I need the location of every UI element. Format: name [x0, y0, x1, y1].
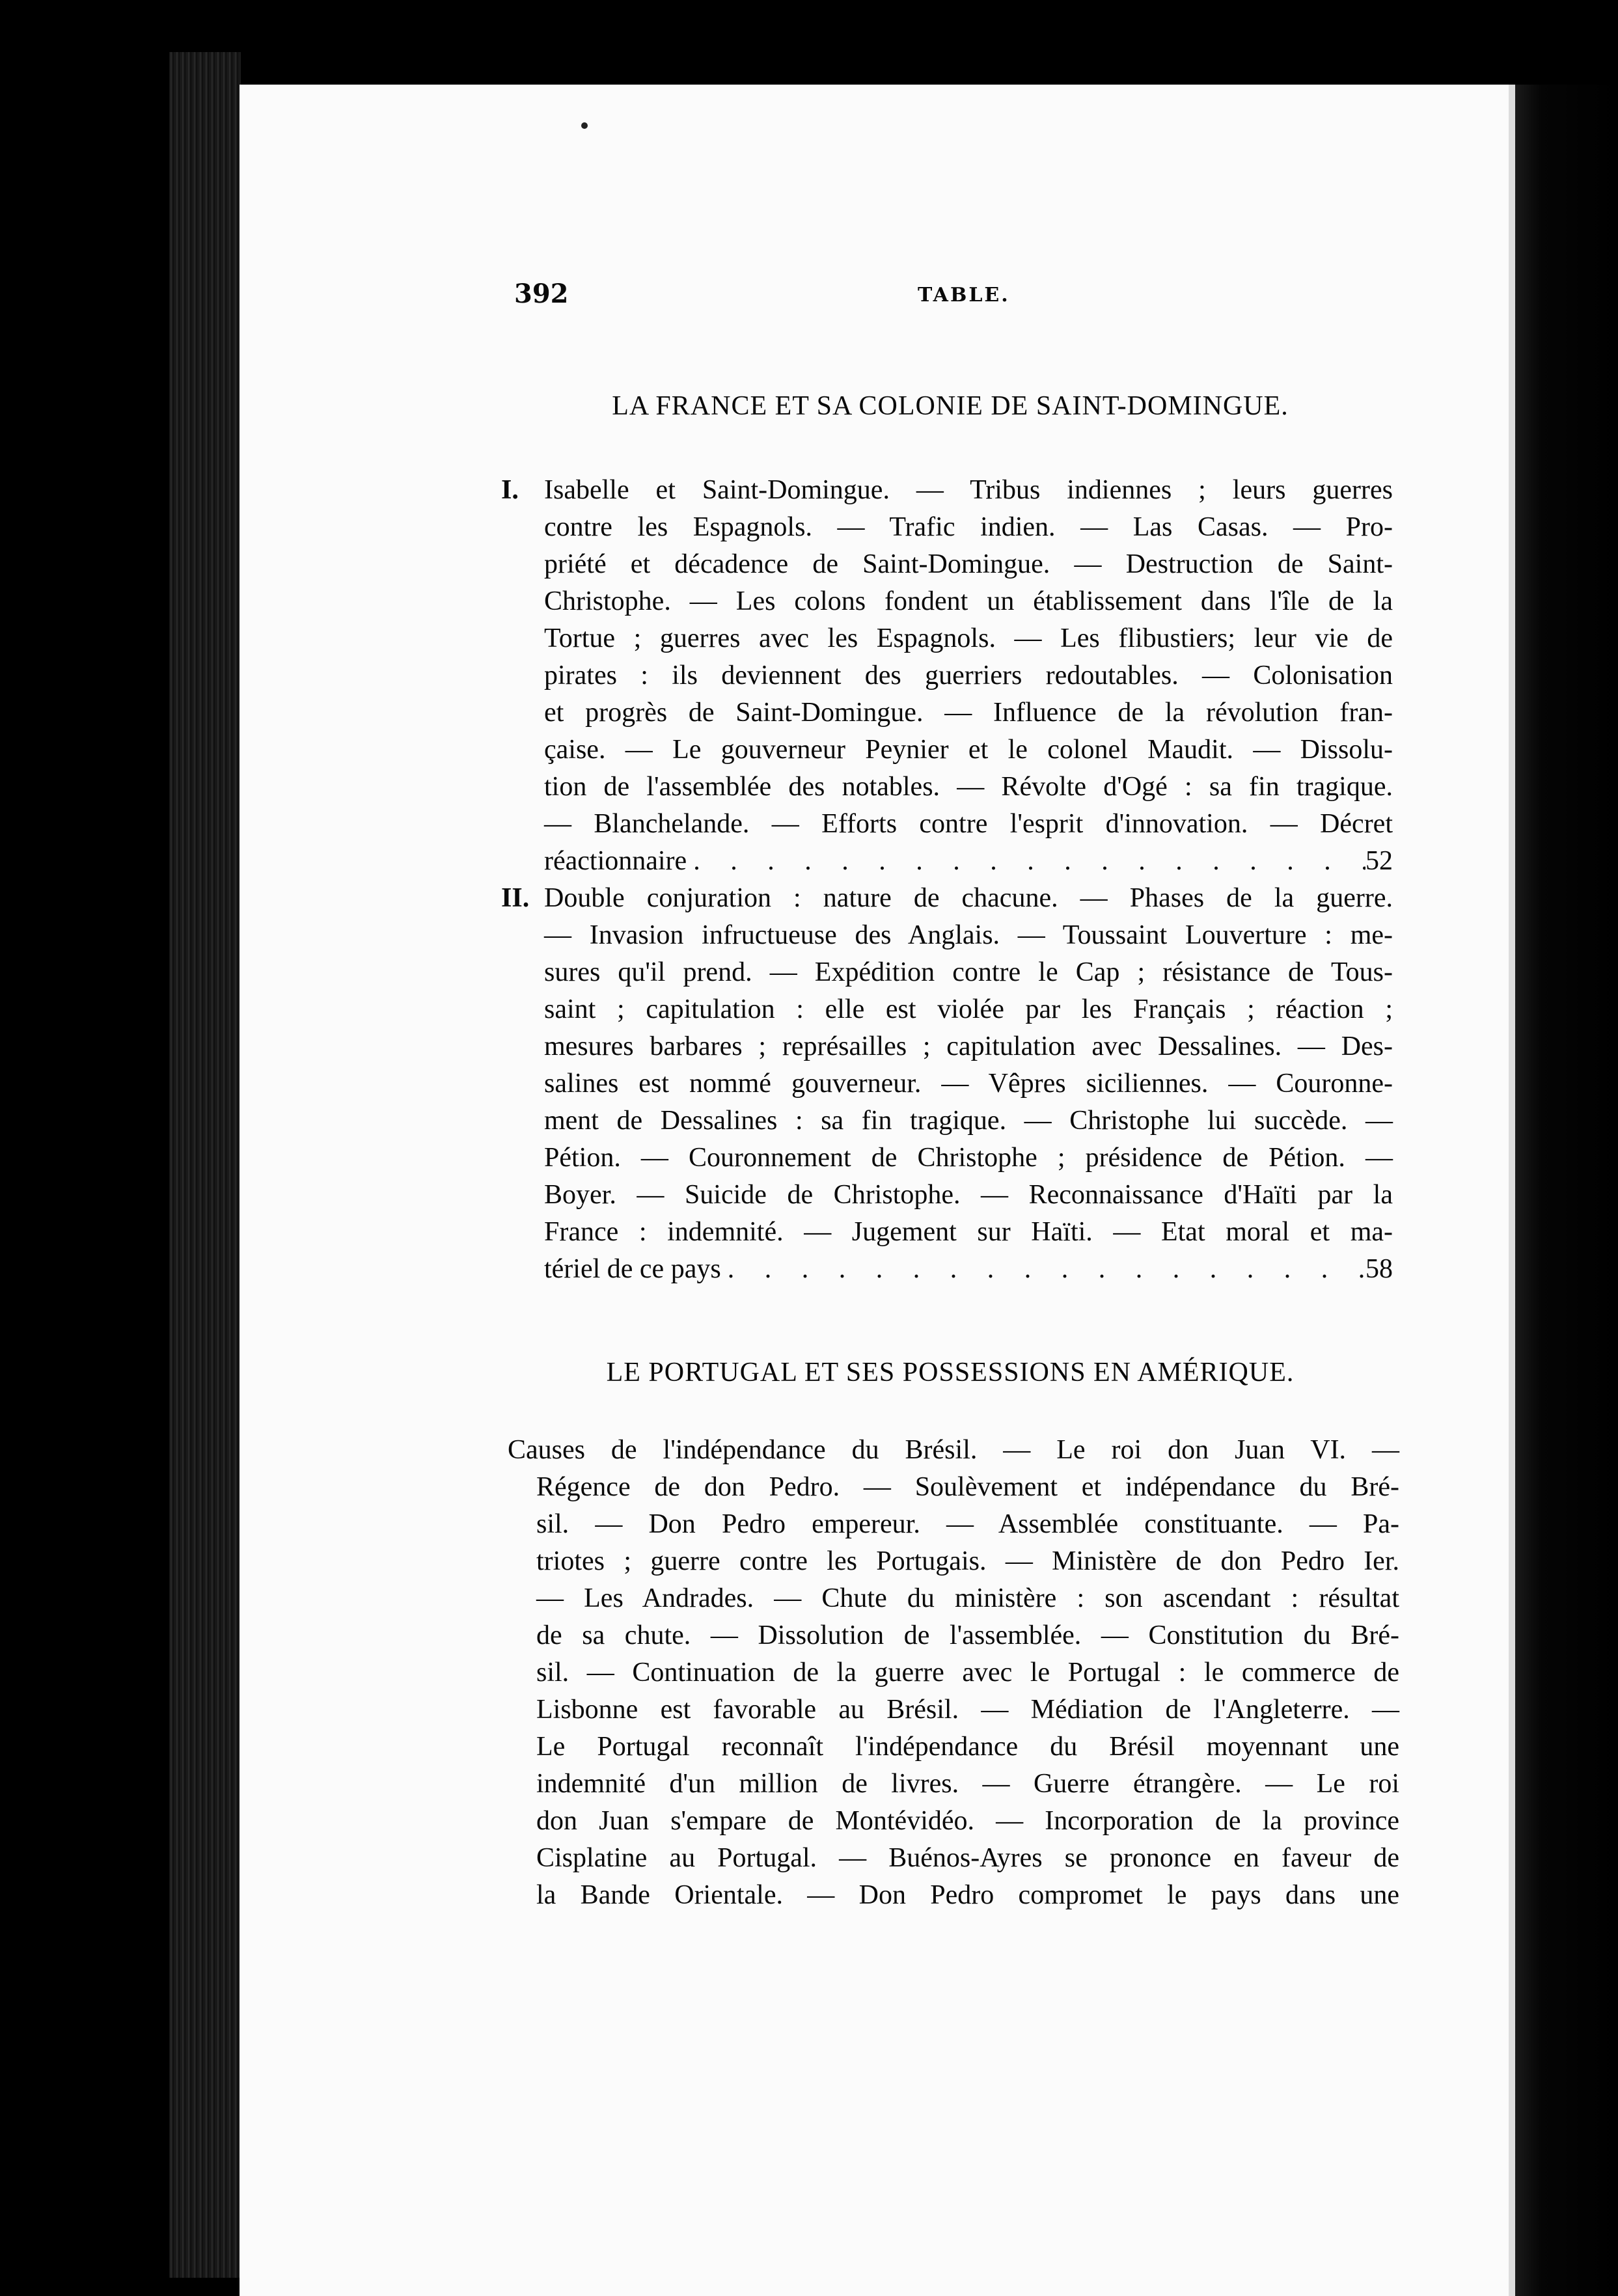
entry-line-text: Double conjuration : nature de chacune. — Phases de la guerre.	[544, 883, 1393, 913]
entry-line	[501, 880, 1393, 917]
page-number: 392	[514, 279, 569, 309]
paragraph-line: sil. — Continuation de la guerre avec le Portugal : le commerce de	[536, 1658, 1399, 1688]
toc-entry-II	[501, 880, 1393, 1288]
entry-final-line	[501, 1251, 1393, 1288]
entry-line: — Blanchelande. — Efforts contre l'esprit d'innovation. — Décret	[544, 809, 1393, 839]
entry-line: Christophe. — Les colons fondent un établissement dans l'île de la	[544, 586, 1393, 616]
paragraph-line: sil. — Don Pedro empereur. — Assemblée constituante. — Pa-	[536, 1509, 1399, 1539]
entry-line: Tortue ; guerres avec les Espagnols. — Les flibustiers; leur vie de	[544, 623, 1393, 653]
entry-line: çaise. — Le gouverneur Peynier et le colonel Maudit. — Dissolu-	[544, 735, 1393, 765]
section-title-portugal: LE PORTUGAL ET SES POSSESSIONS EN AMÉRIQUE.	[606, 1358, 1295, 1387]
entry-line: Boyer. — Suicide de Christophe. — Reconnaissance d'Haïti par la	[544, 1180, 1393, 1210]
paragraph-line: Causes de l'indépendance du Brésil. — Le roi don Juan VI. —	[508, 1435, 1399, 1465]
entry-line: — Invasion infructueuse des Anglais. — Toussaint Louverture : me-	[544, 920, 1393, 950]
entry-line: et progrès de Saint-Domingue. — Influence de la révolution fran-	[544, 698, 1393, 728]
paragraph-line: la Bande Orientale. — Don Pedro compromet le pays dans une	[536, 1880, 1399, 1910]
entry-page-number: 52	[1365, 846, 1393, 876]
entry-line: mesures barbares ; représailles ; capitulation avec Dessalines. — Des-	[544, 1032, 1393, 1061]
paragraph-line: indemnité d'un million de livres. — Guerre étrangère. — Le roi	[536, 1769, 1399, 1799]
paragraph-line: Le Portugal reconnaît l'indépendance du Brésil moyennant une	[536, 1732, 1399, 1762]
paragraph-line: triotes ; guerre contre les Portugais. — Ministère de don Pedro Ier.	[536, 1546, 1399, 1576]
ink-speck	[581, 122, 588, 129]
entry-numeral: II.	[501, 883, 530, 913]
entry-line: pirates : ils deviennent des guerriers redoutables. — Colonisation	[544, 661, 1393, 690]
leader-dots	[687, 843, 1365, 880]
entry-line: Pétion. — Couronnement de Christophe ; présidence de Pétion. —	[544, 1143, 1393, 1173]
toc-entry-I	[501, 472, 1393, 880]
entry-line: sures qu'il prend. — Expédition contre le Cap ; résistance de Tous-	[544, 957, 1393, 987]
entry-line: France : indemnité. — Jugement sur Haïti. — Etat moral et ma-	[544, 1217, 1393, 1247]
entry-line	[501, 472, 1393, 509]
entry-numeral: I.	[501, 475, 519, 505]
entry-line: tion de l'assemblée des notables. — Révolte d'Ogé : sa fin tragique.	[544, 772, 1393, 802]
book-spine-edge	[169, 52, 241, 2278]
paragraph-line: — Les Andrades. — Chute du ministère : son ascendant : résultat	[536, 1583, 1399, 1613]
running-head	[514, 279, 1380, 318]
entry-line: priété et décadence de Saint-Domingue. — Destruction de Saint-	[544, 549, 1393, 579]
right-margin-shadow	[1515, 85, 1618, 2296]
section-title-france: LA FRANCE ET SA COLONIE DE SAINT-DOMINGUE.	[612, 391, 1289, 421]
paragraph-line: Cisplatine au Portugal. — Buénos-Ayres se prononce en faveur de	[536, 1843, 1399, 1873]
entry-line: salines est nommé gouverneur. — Vêpres siciliennes. — Couronne-	[544, 1069, 1393, 1099]
paragraph-line: Régence de don Pedro. — Soulèvement et indépendance du Bré-	[536, 1472, 1399, 1502]
entry-page-number: 58	[1365, 1254, 1393, 1284]
entry-final-text: tériel de ce pays	[544, 1254, 721, 1284]
leader-dots	[721, 1251, 1365, 1288]
entry-line: contre les Espagnols. — Trafic indien. — Las Casas. — Pro-	[544, 512, 1393, 542]
paragraph-line: de sa chute. — Dissolution de l'assemblée. — Constitution du Bré-	[536, 1620, 1399, 1650]
running-head-title: TABLE.	[918, 284, 1010, 307]
paragraph-line: don Juan s'empare de Montévidéo. — Incorporation de la province	[536, 1806, 1399, 1836]
portugal-paragraph	[508, 1432, 1399, 1914]
entry-final-text: réactionnaire	[544, 846, 687, 876]
entry-line: ment de Dessalines : sa fin tragique. — Christophe lui succède. —	[544, 1106, 1393, 1136]
entry-final-line	[501, 843, 1393, 880]
entry-line: saint ; capitulation : elle est violée par les Français ; réaction ;	[544, 994, 1393, 1024]
entry-line-text: Isabelle et Saint-Domingue. — Tribus indiennes ; leurs guerres	[544, 475, 1393, 505]
paragraph-line: Lisbonne est favorable au Brésil. — Médiation de l'Angleterre. —	[536, 1695, 1399, 1725]
